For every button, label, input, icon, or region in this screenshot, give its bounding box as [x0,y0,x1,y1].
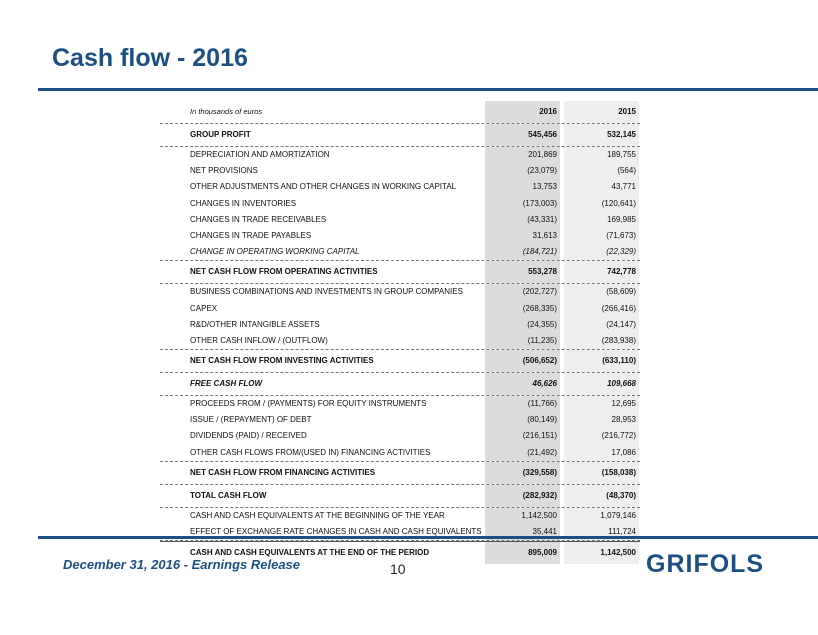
value-2016: (23,079) [485,163,560,179]
table-row [160,396,640,412]
value-2016: (173,003) [485,196,560,212]
table-row [160,428,640,444]
table-row [160,333,640,350]
value-2015: 109,668 [564,373,639,395]
value-2016: (282,932) [485,485,560,507]
value-2015: 43,771 [564,179,639,195]
footer-divider [38,536,818,539]
value-2016: 1,142,500 [485,508,560,524]
table-row [160,317,640,333]
row-label: OTHER ADJUSTMENTS AND OTHER CHANGES IN WORKING CAPITAL [190,182,457,192]
table-row [160,508,640,524]
table-row [160,485,640,508]
value-2016: (202,727) [485,284,560,300]
value-2015: 169,985 [564,212,639,228]
value-2015: 17,086 [564,445,639,461]
row-label: NET CASH FLOW FROM INVESTING ACTIVITIES [190,356,374,366]
row-label: GROUP PROFIT [190,130,251,139]
value-2016: (43,331) [485,212,560,228]
value-2015: 12,695 [564,396,639,412]
release-label: December 31, 2016 - Earnings Release [63,557,301,572]
page-title: Cash flow - 2016 [52,44,248,72]
value-2015: (58,609) [564,284,639,300]
row-label: CHANGES IN TRADE RECEIVABLES [190,214,327,224]
grifols-logo: GRIFOLS [646,550,765,578]
value-2016: (80,149) [485,412,560,428]
value-2015: 189,755 [564,147,639,163]
page-number: 10 [390,561,406,577]
value-2015: (283,938) [564,333,639,349]
value-2016: (184,721) [485,244,560,260]
table-row [160,284,640,300]
row-label: EFFECT OF EXCHANGE RATE CHANGES IN CASH AND CASH EQUIVALENTS [190,527,482,536]
row-label: DEPRECIATION AND AMORTIZATION [190,150,330,159]
value-2015: (633,110) [564,350,639,372]
row-label: NET CASH FLOW FROM OPERATING ACTIVITIES [190,267,378,277]
row-label: TOTAL CASH FLOW [190,490,267,500]
table-row [160,147,640,163]
column-header-2015: 2015 [564,101,639,123]
row-label: NET PROVISIONS [190,166,258,176]
value-2015: (24,147) [564,317,639,333]
value-2015: (22,329) [564,244,639,260]
value-2016: 201,869 [485,147,560,163]
row-label: CASH AND CASH EQUIVALENTS AT THE END OF THE PERIOD [190,548,430,558]
value-2015: 111,724 [564,524,639,540]
value-2016: (216,151) [485,428,560,444]
row-label: NET CASH FLOW FROM FINANCING ACTIVITIES [190,467,376,477]
table-row [160,301,640,317]
value-2015: (120,641) [564,196,639,212]
value-2015: (564) [564,163,639,179]
value-2016: 553,278 [485,261,560,283]
value-2016: 545,456 [485,124,560,146]
row-label: CAPEX [190,303,218,313]
header-divider [38,88,818,91]
cash-flow-table [160,101,640,564]
value-2015: 28,953 [564,412,639,428]
value-2015: (48,370) [564,485,639,507]
row-label: BUSINESS COMBINATIONS AND INVESTMENTS IN GROUP COMPANIES [190,287,463,297]
table-row [160,445,640,462]
row-label: CASH AND CASH EQUIVALENTS AT THE BEGINNING OF THE YEAR [190,510,445,520]
table-row [160,179,640,195]
row-label: OTHER CASH FLOWS FROM/(USED IN) FINANCING ACTIVITIES [190,447,431,457]
value-2015: 532,145 [564,124,639,146]
row-label: FREE CASH FLOW [190,379,262,389]
table-row [160,228,640,244]
table-header-row [160,101,640,124]
value-2016: 31,613 [485,228,560,244]
value-2016: (329,558) [485,462,560,484]
column-header-2016: 2016 [485,101,560,123]
value-2016: 895,009 [485,542,560,564]
row-label: ISSUE / (REPAYMENT) OF DEBT [190,415,312,425]
value-2015: (266,416) [564,301,639,317]
table-row [160,244,640,261]
row-label: R&D/OTHER INTANGIBLE ASSETS [190,319,320,329]
value-2016: 46,626 [485,373,560,395]
table-body [160,124,640,564]
value-2015: 1,079,146 [564,508,639,524]
table-row [160,412,640,428]
value-2015: 1,142,500 [564,542,639,564]
table-row [160,124,640,147]
value-2016: (11,766) [485,396,560,412]
table-row [160,196,640,212]
unit-label: In thousands of euros [190,107,263,116]
table-row [160,350,640,373]
value-2016: 35,441 [485,524,560,540]
value-2015: (158,038) [564,462,639,484]
value-2015: (216,772) [564,428,639,444]
row-label: OTHER CASH INFLOW / (OUTFLOW) [190,335,328,345]
table-row [160,373,640,396]
value-2016: 13,753 [485,179,560,195]
row-label: PROCEEDS FROM / (PAYMENTS) FOR EQUITY INSTRUMENTS [190,399,427,409]
table-row [160,163,640,179]
value-2015: 742,778 [564,261,639,283]
value-2016: (21,492) [485,445,560,461]
value-2016: (268,335) [485,301,560,317]
table-row [160,261,640,284]
table-row [160,462,640,485]
value-2016: (11,235) [485,333,560,349]
row-label: DIVIDENDS (PAID) / RECEIVED [190,431,307,441]
value-2015: (71,673) [564,228,639,244]
row-label: CHANGES IN INVENTORIES [190,198,297,208]
value-2016: (24,355) [485,317,560,333]
row-label: CHANGES IN TRADE PAYABLES [190,230,312,240]
value-2016: (506,652) [485,350,560,372]
row-label: CHANGE IN OPERATING WORKING CAPITAL [190,247,360,257]
table-row [160,212,640,228]
